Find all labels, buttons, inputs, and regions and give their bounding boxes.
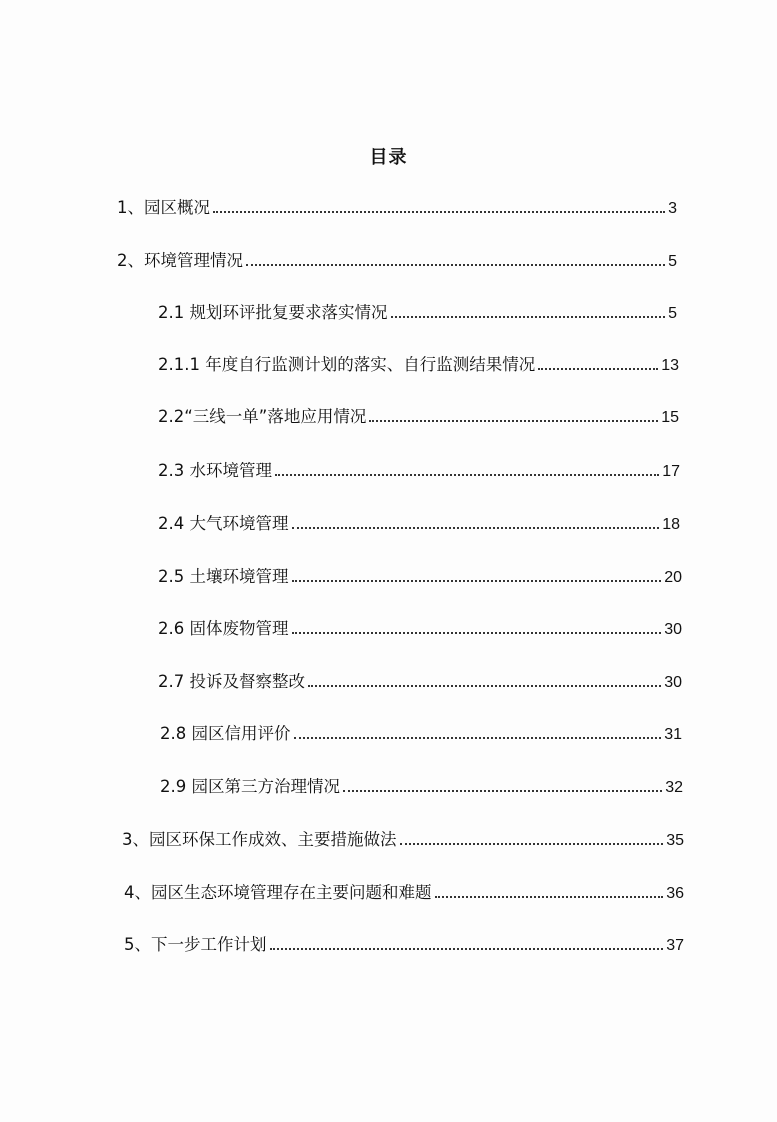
toc-page-number: 20 <box>664 569 682 586</box>
toc-page-number: 15 <box>661 409 679 426</box>
toc-title: 目录 <box>369 147 408 168</box>
toc-entry[interactable] <box>117 250 677 273</box>
toc-dot-leader <box>213 210 665 213</box>
toc-entry[interactable] <box>158 354 679 377</box>
toc-dot-leader <box>308 684 661 687</box>
toc-entry[interactable] <box>160 776 683 799</box>
toc-page-number: 37 <box>666 937 684 954</box>
toc-dot-leader <box>538 367 658 370</box>
toc-dot-leader <box>294 736 662 739</box>
toc-entry-label: 2.6 固体废物管理 <box>158 619 289 638</box>
toc-entry[interactable] <box>158 618 682 641</box>
toc-entry-label: 2.1.1 年度自行监测计划的落实、自行监测结果情况 <box>158 355 536 374</box>
toc-entry-label: 2.3 水环境管理 <box>158 461 272 480</box>
toc-entry-label: 2.5 土壤环境管理 <box>158 567 289 586</box>
toc-entry[interactable] <box>122 829 684 852</box>
toc-entry-label: 2.8 园区信用评价 <box>160 724 291 743</box>
toc-page-number: 17 <box>662 463 680 480</box>
toc-dot-leader <box>246 263 665 266</box>
toc-entry-label: 5、下一步工作计划 <box>124 935 267 954</box>
toc-entry[interactable] <box>158 566 682 589</box>
toc-dot-leader <box>369 419 658 422</box>
toc-dot-leader <box>292 579 662 582</box>
toc-entry[interactable] <box>158 406 679 429</box>
toc-page-number: 13 <box>661 357 679 374</box>
toc-page-number: 3 <box>668 200 677 217</box>
toc-entry-label: 2.1 规划环评批复要求落实情况 <box>158 303 388 322</box>
toc-entry[interactable] <box>158 302 677 325</box>
toc-entry-label: 3、园区环保工作成效、主要措施做法 <box>122 830 397 849</box>
toc-entry-label: 2.4 大气环境管理 <box>158 514 289 533</box>
toc-entry[interactable] <box>158 671 682 694</box>
toc-entry[interactable] <box>117 197 677 220</box>
toc-dot-leader <box>391 315 666 318</box>
toc-dot-leader <box>275 473 659 476</box>
toc-entry-label: 2、环境管理情况 <box>117 251 243 270</box>
toc-dot-leader <box>292 631 662 634</box>
toc-entry-label: 1、园区概况 <box>117 198 210 217</box>
toc-entry-label: 2.2“三线一单”落地应用情况 <box>158 407 367 426</box>
toc-page-number: 18 <box>662 516 680 533</box>
toc-entry[interactable] <box>124 934 684 957</box>
toc-page-number: 5 <box>668 305 677 322</box>
toc-entry[interactable] <box>158 513 680 536</box>
toc-page-number: 5 <box>668 253 677 270</box>
toc-entry[interactable] <box>124 882 684 905</box>
toc-page-number: 30 <box>664 674 682 691</box>
toc-entry-label: 4、园区生态环境管理存在主要问题和难题 <box>124 883 432 902</box>
toc-dot-leader <box>435 895 664 898</box>
toc-dot-leader <box>292 526 660 529</box>
toc-entry[interactable] <box>160 723 682 746</box>
toc-dot-leader <box>270 947 664 950</box>
toc-dot-leader <box>343 789 662 792</box>
toc-page-number: 32 <box>665 779 683 796</box>
toc-page-number: 30 <box>664 621 682 638</box>
toc-page-number: 35 <box>666 832 684 849</box>
toc-entry-label: 2.9 园区第三方治理情况 <box>160 777 340 796</box>
toc-page-number: 31 <box>664 726 682 743</box>
toc-entry[interactable] <box>158 460 680 483</box>
toc-page-number: 36 <box>666 885 684 902</box>
toc-dot-leader <box>400 842 664 845</box>
toc-entry-label: 2.7 投诉及督察整改 <box>158 672 305 691</box>
